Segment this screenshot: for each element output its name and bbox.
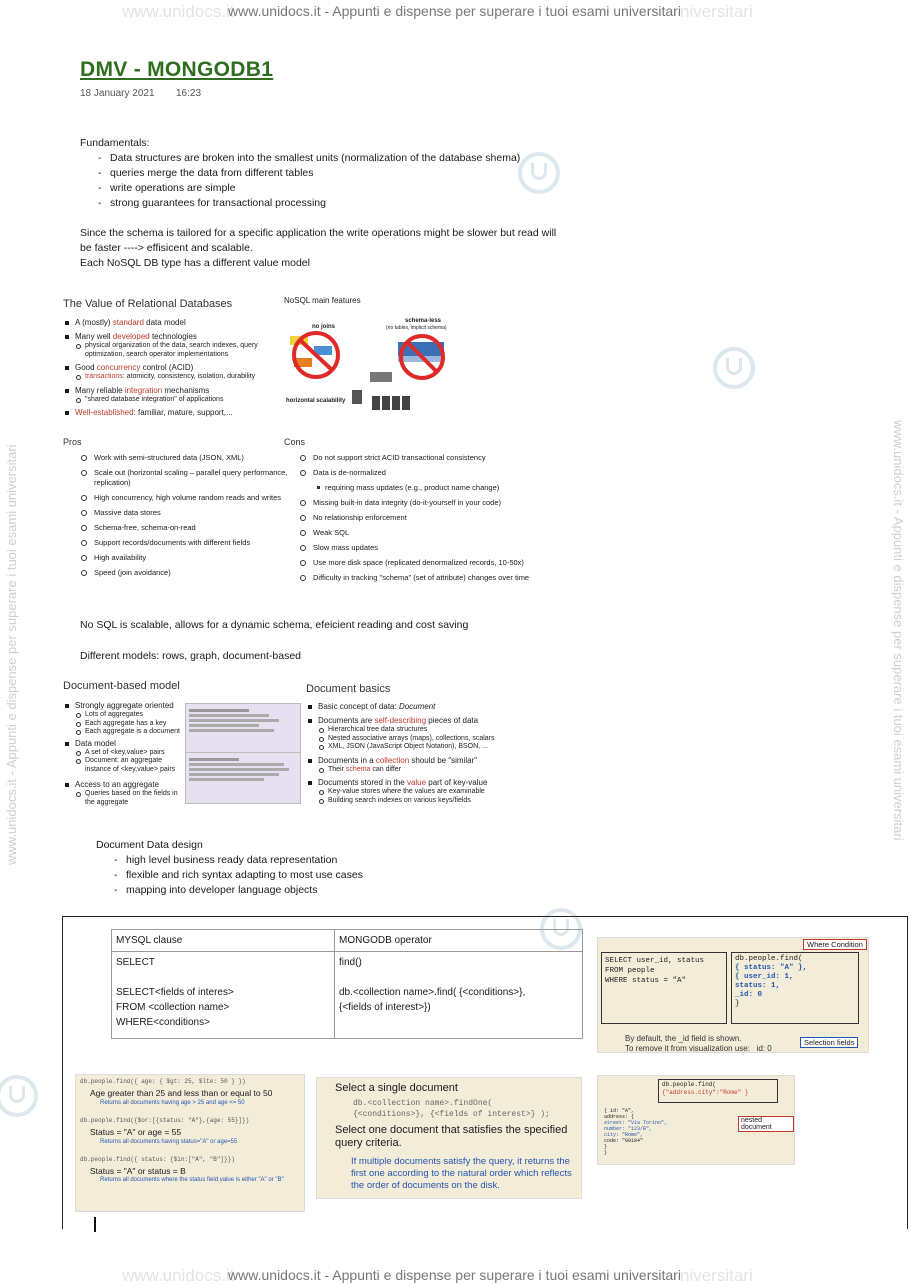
list-item: Schema-free, schema-on-read [78,523,288,533]
document-example-code [185,703,301,755]
list-item: Many well developed technologies [63,332,278,342]
query-result: Returns all documents where the status field value is either "A" or "B" [100,1177,284,1183]
table-row [112,952,583,1039]
watermark-footer[interactable]: www.unidocs.it - Appunti e dispense per superare i tuoi esami universitari [228,1267,681,1283]
sub-item: Queries based on the fields in the aggregate [63,790,183,807]
findone-bullet: If multiple documents satisfy the query, it returns the first one according to the natural order which reflects the order of documents on the disk. [351,1156,572,1191]
list-item: Use more disk space (replicated denormalized records, 10-50x) [297,558,597,568]
list-item: No relationship enforcement [297,513,597,523]
watermark-ghost-top-right: niversitari [680,2,753,21]
findone-code: db.<collection name>.findOne( {<conditions>}, {<fields of interest>} ); [353,1099,550,1119]
nested-document-label: nested document [738,1116,794,1132]
design-heading: Document Data design [96,839,203,851]
table-row [112,930,583,952]
page-title: DMV - MONGODB1 [80,58,274,81]
list-item: - strong guarantees for transactional processing [80,196,640,211]
schema-less-label: schema-less [405,318,442,324]
horizontal-scalability-label: horizontal scalability [286,398,346,404]
list-item: High availability [78,553,288,563]
nosql-features-title: NoSQL main features [284,296,361,305]
sub-item: requiring mass updates (e.g., product name change) [297,483,597,493]
sub-item: Each aggregate is a document [63,728,183,737]
list-item: Access to an aggregate [63,780,183,790]
pros-list [78,453,288,583]
page-date: 18 January 2021 [80,88,155,99]
watermark-header[interactable]: www.unidocs.it - Appunti e dispense per superare i tuoi esami universitari [228,3,681,19]
page-time: 16:23 [176,88,202,99]
nested-document: { id: "A", address: { street: "Via Torino", number: "123/B", city: "Rome", code: "00184" } } [604,1108,668,1156]
table-cell: find() db.<collection name>.find( {<conditions>}, {<fields of interest>}) [335,952,583,1039]
sql-mongo-screenshot [597,937,869,1053]
table-header: MONGODB operator [335,930,583,952]
list-item: - flexible and rich syntax adapting to most use cases [96,868,496,883]
query-result: Returns all documents having age > 25 and age <= 50 [100,1100,245,1106]
list-item: Good concurrency control (ACID) [63,363,278,373]
sub-item: Key-value stores where the values are examinable [306,788,536,797]
list-item: Documents are self-describing pieces of data [306,716,536,726]
watermark-side-right: www.unidocs.it - Appunti e dispense per superare i tuoi esami universitari [891,420,906,841]
list-item: Massive data stores [78,508,288,518]
unidocs-logo-icon [713,347,755,389]
sub-item: Building search indexes on various keys/fields [306,797,536,806]
list-item: Weak SQL [297,528,597,538]
list-item: Missing built-in data integrity (do-it-yourself in your code) [297,498,597,508]
watermark-side-left: www.unidocs.it - Appunti e dispense per superare i tuoi esami universitari [4,444,19,865]
list-item: A (mostly) standard data model [63,318,278,328]
list-item: Data model [63,739,183,749]
text-cursor [94,1217,96,1232]
list-item: Data is de-normalized [297,468,597,478]
watermark-ghost-bottom-left: www.unidocs.it [122,1266,235,1285]
fundamentals-section [80,136,640,271]
paragraph-line: Each NoSQL DB type has a different value model [80,257,310,269]
schema-less-sub-label: (no tables, implicit schema) [386,325,447,331]
list-item: Documents stored in the value part of key-value [306,778,536,788]
list-item: Work with semi-structured data (JSON, XML) [78,453,288,463]
find-examples-screenshot [75,1074,305,1212]
list-item: Support records/documents with different fields [78,538,288,548]
docmodel-list [63,701,183,807]
query-code: db.people.find({ age: { $gt: 25, $lte: 50 } }) [80,1078,246,1085]
sub-item: Each aggregate has a key [63,720,183,729]
note-line: To remove it from visualization use: _id: 0 [625,1044,772,1052]
list-item: High concurrency, high volume random reads and writes [78,493,288,503]
unidocs-logo-icon [0,1075,38,1117]
watermark-ghost-top-left: www.unidocs.it [122,2,235,21]
fundamentals-heading: Fundamentals: [80,137,150,149]
list-item: Strongly aggregate oriented [63,701,183,711]
sub-item: A set of <key,value> pairs [63,749,183,758]
design-section [96,838,496,898]
docbasics-list [306,702,536,805]
sub-item: transactions: atomicity, consistency, isolation, durability [63,373,278,382]
list-item: - mapping into developer language objects [96,883,496,898]
sub-item: "shared database integration" of applications [63,396,278,405]
paragraph-line: Since the schema is tailored for a specific application the write operations might be slower but read will [80,227,557,239]
nested-query: db.people.find( {"address.city":"Rome" } [658,1079,778,1103]
findone-screenshot [316,1077,582,1199]
list-item: Documents in a collection should be "similar" [306,756,536,766]
list-item: Well-established: familiar, mature, support,... [63,408,278,418]
sub-item: physical organization of the data, search indexes, query optimization, search operator implementations [63,342,278,359]
paragraph-line: be faster ----> effisicent and scalable. [80,242,253,254]
list-item: Basic concept of data: Document [306,702,536,712]
sub-item: Lots of aggregates [63,711,183,720]
cons-list [297,453,597,588]
list-item: Speed (join avoidance) [78,568,288,578]
query-desc: Age greater than 25 and less than or equal to 50 [90,1088,273,1098]
list-item: Many reliable integration mechanisms [63,386,278,396]
table-header: MYSQL clause [112,930,335,952]
watermark-ghost-bottom-right: niversitari [680,1266,753,1285]
list-item: Slow mass updates [297,543,597,553]
no-joins-prohibited-icon [284,330,349,380]
relational-title: The Value of Relational Databases [63,298,233,310]
list-item: Scale out (horizontal scaling – parallel query performance, replication) [78,468,288,488]
where-condition-label: Where Condition [803,939,867,950]
query-code: db.people.find({ status: {$in:["A", "B"]}}) [80,1156,235,1163]
selection-fields-label: Selection fields [800,1037,858,1048]
docmodel-title: Document-based model [63,680,180,692]
sub-item: Their schema can differ [306,766,536,775]
list-item: Difficulty in tracking "schema" (set of attribute) changes over time [297,573,597,583]
sql-mongo-table [111,929,583,1039]
list-item: - queries merge the data from different tables [80,166,640,181]
relational-list [63,318,278,418]
nosql-features-diagram [284,296,454,426]
servers-icon [344,368,414,424]
cons-title: Cons [284,437,306,447]
mongo-code: db.people.find( { status: "A" }, { user_id: 1, status: 1, _id: 0 } [731,952,859,1024]
query-code: db.people.find({$or:[{status: "A"},{age: 55}]}) [80,1117,250,1124]
models-statement: Different models: rows, graph, document-based [80,650,302,662]
nested-doc-screenshot [597,1075,795,1165]
sub-item: Nested associative arrays (maps), collections, scalars [306,735,536,744]
query-result: Returns all documents having status="A" or age=55 [100,1139,238,1145]
list-item: - Data structures are broken into the smallest units (normalization of the database shema) [80,151,640,166]
note-line: By default, the _id field is shown. [625,1034,742,1043]
table-cell: SELECT SELECT<fields of interes> FROM <collection name> WHERE<conditions> [112,952,335,1039]
scalable-statement: No SQL is scalable, allows for a dynamic schema, efeicient reading and cost saving [80,619,469,631]
docbasics-title: Document basics [306,683,391,695]
list-item: - high level business ready data representation [96,853,496,868]
sub-item: Hierarchical tree data structures [306,726,536,735]
list-item: - write operations are simple [80,181,640,196]
sub-item: XML, JSON (JavaScript Object Notation), BSON, ... [306,743,536,752]
findone-title: Select a single document [335,1082,458,1094]
sub-item: Document: an aggregate instance of <key,value> pairs [63,757,183,774]
order-example-code [185,752,301,804]
query-desc: Status = "A" or age = 55 [90,1127,182,1137]
no-joins-label: no joins [312,324,335,330]
query-desc: Status = "A" or status = B [90,1166,186,1176]
sql-code: SELECT user_id, status FROM people WHERE status = "A" [601,952,727,1024]
findone-desc: Select one document that satisfies the specified query criteria. [335,1124,568,1149]
pros-title: Pros [63,437,82,447]
list-item: Do not support strict ACID transactional consistency [297,453,597,463]
